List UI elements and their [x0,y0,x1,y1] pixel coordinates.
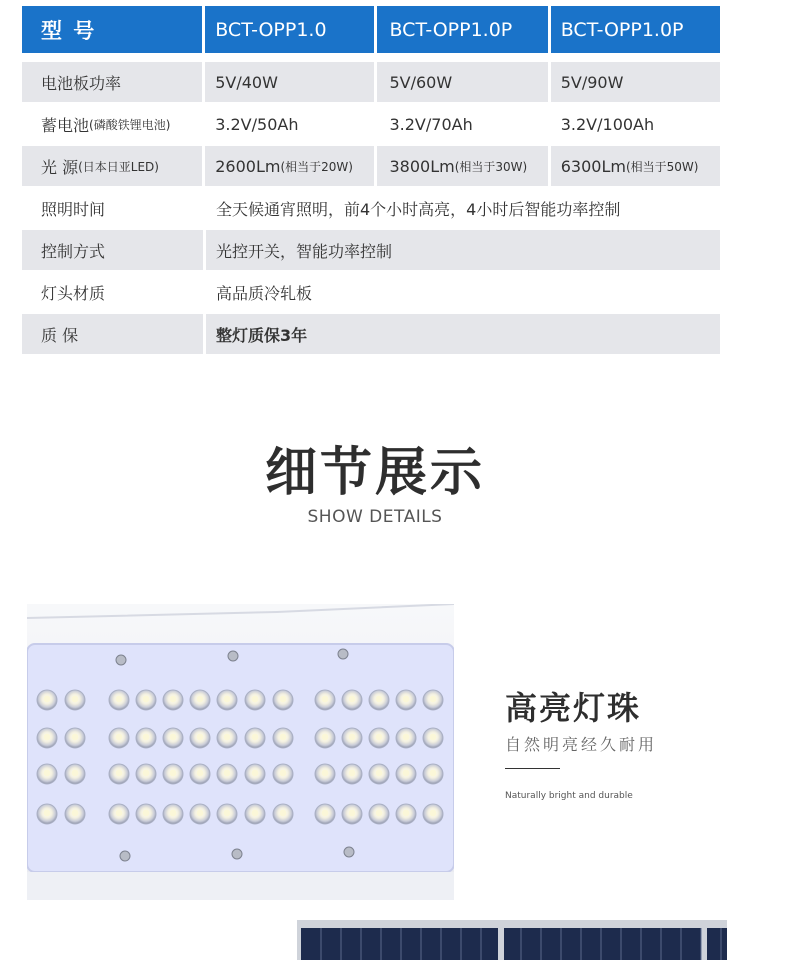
led-chip [322,696,329,703]
screw [120,851,130,861]
led-chip [376,810,383,817]
led-chip [376,734,383,741]
row-value: 光控开关，智能功率控制 [206,230,720,270]
led-chip [72,770,79,777]
led-chip [197,810,204,817]
led-chip [322,770,329,777]
led-chip [143,770,150,777]
led-chip [349,810,356,817]
row-label: 控制方式 [22,230,203,270]
led-chip [72,810,79,817]
led-chip [170,770,177,777]
row-value: 6300Lm [560,156,626,176]
header-model-1: BCT-OPP1.0 [205,6,374,53]
led-chip [403,810,410,817]
spec-row-light-source [22,146,720,186]
led-chip [224,734,231,741]
spec-row-panel-power [22,62,720,102]
screw [228,651,238,661]
led-chip [349,696,356,703]
solar-panel-photo [297,920,727,960]
led-chip [143,696,150,703]
led-chip [170,734,177,741]
led-chip [170,810,177,817]
solar-panel-illustration [297,920,727,960]
led-chip [280,734,287,741]
led-chip [252,810,259,817]
led-chip [252,734,259,741]
row-value: 2600Lm [215,156,281,176]
led-chip [430,696,437,703]
led-chip [197,770,204,777]
row-label: 电池板功率 [41,73,122,93]
led-chip [430,734,437,741]
led-chip [72,734,79,741]
spec-row-warranty [22,314,720,354]
led-chip [143,810,150,817]
screw [344,847,354,857]
section-title: 细节展示 [264,443,485,503]
spec-row-battery [22,104,720,144]
feature-english-caption: Naturally bright and durable [505,791,633,801]
screw [116,655,126,665]
screw [232,849,242,859]
led-chip [116,734,123,741]
led-chip [376,770,383,777]
led-chip [280,810,287,817]
row-label: 光 源 [41,157,79,177]
led-chip [72,696,79,703]
row-value: 5V/60W [389,72,453,92]
led-chip [280,696,287,703]
row-label: 质 保 [22,314,203,354]
led-chip [376,696,383,703]
feature-subtitle: 自然明亮经久耐用 [505,735,658,754]
led-chip [143,734,150,741]
led-chip [280,770,287,777]
section-subtitle: SHOW DETAILS [307,507,443,527]
row-value: 5V/90W [560,72,624,92]
row-label: 灯头材质 [22,272,203,312]
row-value-note: (相当于30W) [454,159,528,174]
led-chip [224,696,231,703]
led-chip [430,810,437,817]
led-chip [44,696,51,703]
header-model-label: 型 号 [22,6,202,53]
led-chip [44,734,51,741]
screw [338,649,348,659]
row-label: 照明时间 [22,188,203,228]
led-chip [170,696,177,703]
spec-table-header [22,6,720,53]
led-chip [403,696,410,703]
led-chip [44,810,51,817]
led-chip [197,696,204,703]
row-value: 3.2V/100Ah [560,114,655,134]
led-chip [403,770,410,777]
row-value: 整灯质保3年 [206,314,720,354]
row-value-note: (相当于50W) [625,159,699,174]
led-chip [44,770,51,777]
spec-row-lighting-time [22,188,720,228]
led-chip [349,734,356,741]
row-value: 3.2V/70Ah [389,114,473,134]
spec-table [22,6,720,356]
feature-divider [505,768,560,769]
led-chip [116,770,123,777]
led-board-illustration [27,604,454,900]
led-chip [224,770,231,777]
led-chip [197,734,204,741]
row-label: 蓄电池 [41,115,90,135]
row-value: 3.2V/50Ah [215,114,299,134]
led-chip [116,696,123,703]
led-chip [116,810,123,817]
led-chip [430,770,437,777]
row-value: 全天候通宵照明，前4个小时高亮，4小时后智能功率控制 [206,188,720,228]
row-value: 高品质冷轧板 [206,272,720,312]
header-model-2: BCT-OPP1.0P [377,6,547,53]
row-value: 3800Lm [389,156,455,176]
row-label-note: (日本日亚LED) [78,159,159,174]
row-value: 5V/40W [215,72,278,92]
led-chip [252,770,259,777]
led-chip [224,810,231,817]
spec-row-control-mode [22,230,720,270]
led-chip [322,734,329,741]
led-board-photo [27,604,454,900]
header-model-3: BCT-OPP1.0P [551,6,720,53]
row-label-note: (磷酸铁锂电池) [89,117,171,132]
led-chip [403,734,410,741]
led-chip [322,810,329,817]
feature-title: 高亮灯珠 [505,689,642,727]
led-chip [349,770,356,777]
led-chip [252,696,259,703]
row-value-note: (相当于20W) [280,159,353,174]
spec-row-lamp-material [22,272,720,312]
